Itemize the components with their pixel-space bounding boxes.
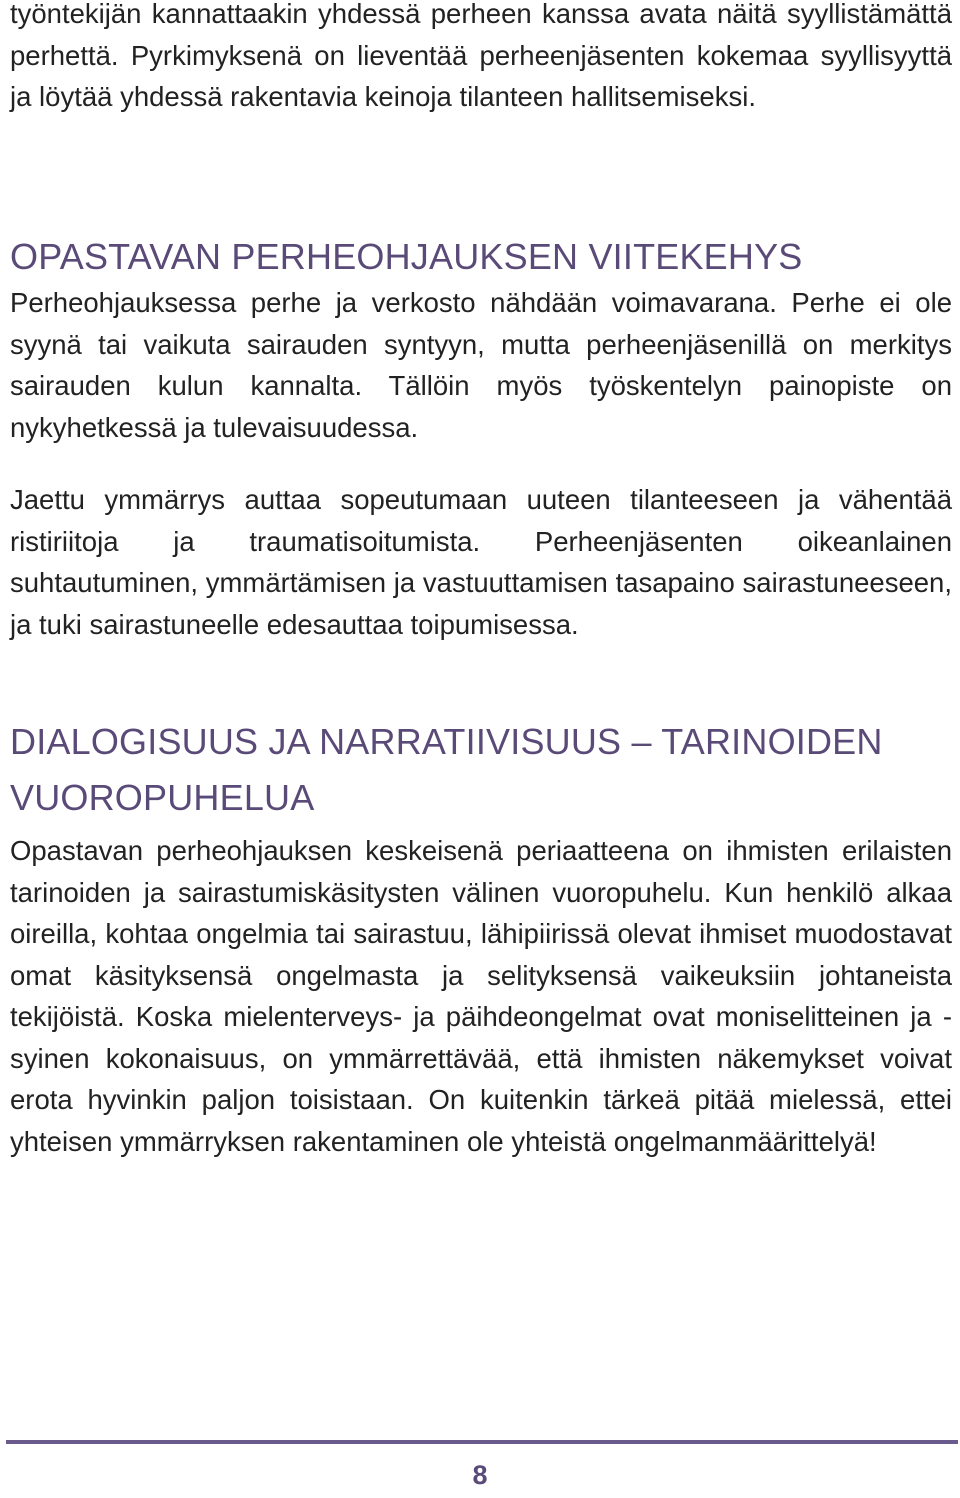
dialogue-paragraph-1: Opastavan perheohjauksen keskeisenä periaatteena on ihmisten erilaisten tarinoiden ja sairastumiskäsitysten välinen vuoropuhelu. Kun henkilö alkaa oireilla, kohtaa ongelmia tai sairastuu, lähipiirissä olevat ihmiset muodostavat omat käsityksensä ongelmasta ja selityksensä vaikeuksiin johtaneista tekijöistä. Koska mielenterveys- ja päihdeongelmat ovat moniselitteinen ja -syinen kokonaisuus, on ymmärrettävää, että ihmisten näkemykset voivat erota hyvinkin paljon toisistaan. On kuitenkin tärkeä pitää mielessä, ettei yhteisen ymmärryksen rakentaminen ole yhteistä ongelmanmäärittelyä! bbox=[10, 835, 952, 1157]
page-number: 8 bbox=[472, 1460, 488, 1490]
section-heading-framework: OPASTAVAN PERHEOHJAUKSEN VIITEKEHYS bbox=[10, 236, 803, 277]
framework-paragraph-1: Perheohjauksessa perhe ja verkosto nähdään voimavarana. Perhe ei ole syynä tai vaikuta sairauden syntyyn, mutta perheenjäsenillä on merkitys sairauden kulun kannalta. Tällöin myös työskentelyn painopiste on nykyhetkessä ja tulevaisuudessa. bbox=[10, 287, 952, 443]
section-heading-dialogue: DIALOGISUUS JA NARRATIIVISUUS – TARINOIDEN VUOROPUHELUA bbox=[10, 721, 883, 818]
intro-paragraph: työntekijän kannattaakin yhdessä perheen kanssa avata näitä syyllistämättä perhettä. Pyrkimyksenä on lieventää perheenjäsenten kokemaa syyllisyyttä ja löytää yhdessä rakentavia keinoja tilanteen hallitsemiseksi. bbox=[10, 0, 952, 112]
footer-divider bbox=[6, 1440, 958, 1444]
framework-paragraph-2: Jaettu ymmärrys auttaa sopeutumaan uuteen tilanteeseen ja vähentää ristiriitoja ja traumatisoitumista. Perheenjäsenten oikeanlainen suhtautuminen, ymmärtämisen ja vastuuttamisen tasapaino sairastuneeseen, ja tuki sairastuneelle edesauttaa toipumisessa. bbox=[10, 484, 952, 640]
